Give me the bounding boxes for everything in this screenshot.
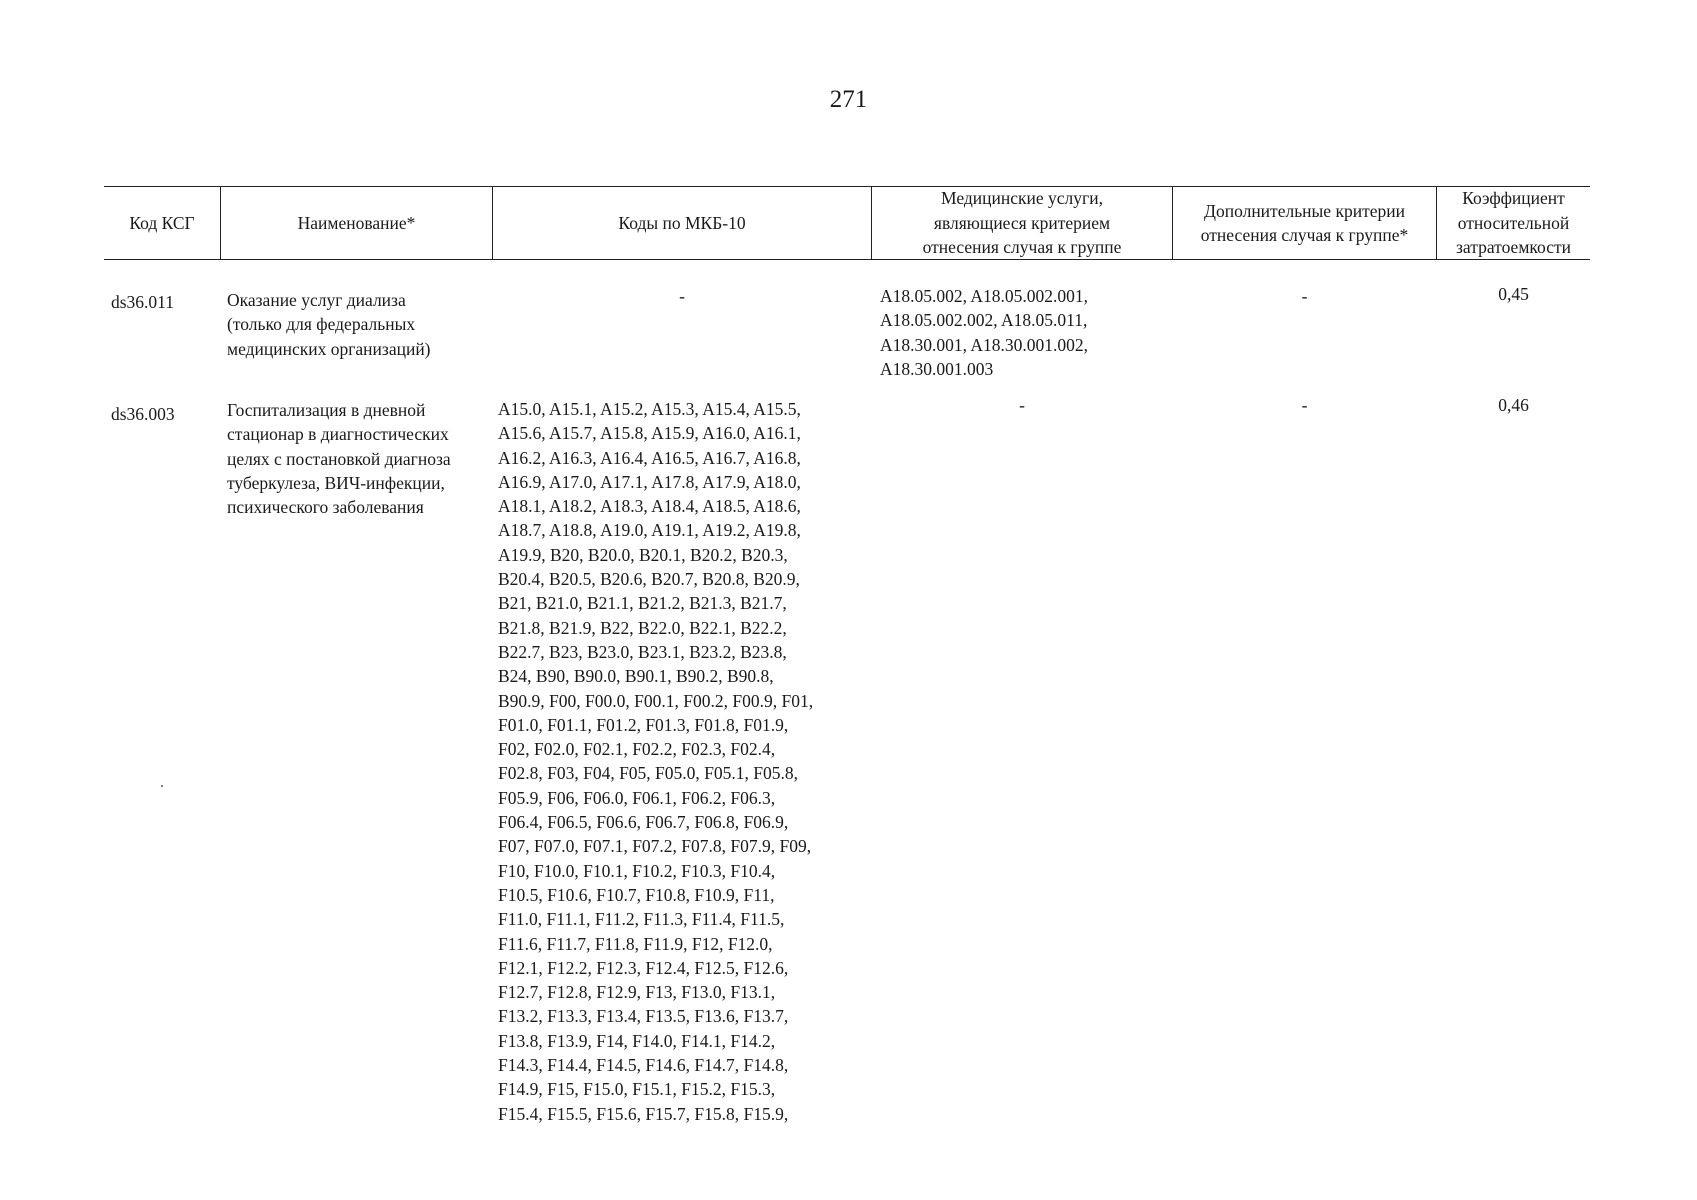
row2-code: ds36.003 [111, 404, 175, 424]
row1-additional-criteria: - [1301, 286, 1308, 306]
row2-additional-criteria: - [1301, 395, 1308, 415]
header-icd-codes: Коды по МКБ-10 [618, 212, 746, 233]
scan-speck [161, 785, 163, 787]
row2-name: Госпитализация в дневной стационар в диагностических целях с постановкой диагноза туберкулеза, ВИЧ-инфекции, психического заболевания [227, 400, 451, 518]
row2-coefficient: 0,46 [1498, 395, 1529, 415]
row2-icd-codes: A15.0, A15.1, A15.2, A15.3, A15.4, A15.5, A15.6, A15.7, A15.8, A15.9, A16.0, A16.1, A16.2, A16.3, A16.4, A16.5, A16.7, A16.8, A16.9, A17.0, A17.1, A17.8, A17.9, A18.0, A18.1, A18.2, A18.3, A18.4, A18.5, A18.6, A18.7, A18.8, A19.0, A19.1, A19.2, A19.8, A19.9, B20, B20.0, B20.1, B20.2, B20.3, B20.4, B20.5, B20.6, B20.7, B20.8, B20.9, B21, B21.0, B21.1, B21.2, B21.3, B21.7, B21.8, B21.9, B22, B22.0, B22.1, B22.2, B22.7, B23, B23.0, B23.1, B23.2, B23.8, B24, B90, B90.0, B90.1, B90.2, B90.8, B90.9, F00, F00.0, F00.1, F00.2, F00.9, F01, F01.0, F01.1, F01.2, F01.3, F01.8, F01.9, F02, F02.0, F02.1, F02.2, F02.3, F02.4, F02.8, F03, F04, F05, F05.0, F05.1, F05.8, F05.9, F06, F06.0, F06.1, F06.2, F06.3, F06.4, F06.5, F06.6, F06.7, F06.8, F06.9, F07, F07.0, F07.1, F07.2, F07.8, F07.9, F09, F10, F10.0, F10.1, F10.2, F10.3, F10.4, F10.5, F10.6, F10.7, F10.8, F10.9, F11, F11.0, F11.1, F11.2, F11.3, F11.4, F11.5, F11.6, F11.7, F11.8, F11.9, F12, F12.0, F12.1, F12.2, F12.3, F12.4, F12.5, F12.6, F12.7, F12.8, F12.9, F13, F13.0, F13.1, F13.2, F13.3, F13.4, F13.5, F13.6, F13.7, F13.8, F13.9, F14, F14.0, F14.1, F14.2, F14.3, F14.4, F14.5, F14.6, F14.7, F14.8, F14.9, F15, F15.0, F15.1, F15.2, F15.3, F15.4, F15.5, F15.6, F15.7, F15.8, F15.9, [498, 399, 814, 1124]
row1-name: Оказание услуг диализа (только для федеральных медицинских организаций) [227, 290, 431, 359]
table-header-bottom-border [104, 259, 1590, 260]
row1-coefficient: 0,45 [1498, 284, 1529, 304]
row1-icd-codes: - [679, 286, 685, 306]
page-number: 271 [829, 86, 868, 113]
row1-medical-services: A18.05.002, A18.05.002.001, A18.05.002.002, A18.05.011, A18.30.001, A18.30.001.002, A18.30.001.003 [880, 286, 1089, 379]
header-coefficient: Коэффициент относительной затратоемкости [1456, 188, 1571, 258]
row2-medical-services: - [1019, 395, 1025, 415]
header-additional-criteria: Дополнительные критерии отнесения случая к группе* [1200, 200, 1409, 245]
header-name: Наименование* [297, 212, 416, 233]
header-medical-services: Медицинские услуги, являющиеся критерием отнесения случая к группе [922, 188, 1122, 258]
header-code: Код КСГ [129, 212, 195, 233]
row1-code: ds36.011 [111, 292, 175, 312]
